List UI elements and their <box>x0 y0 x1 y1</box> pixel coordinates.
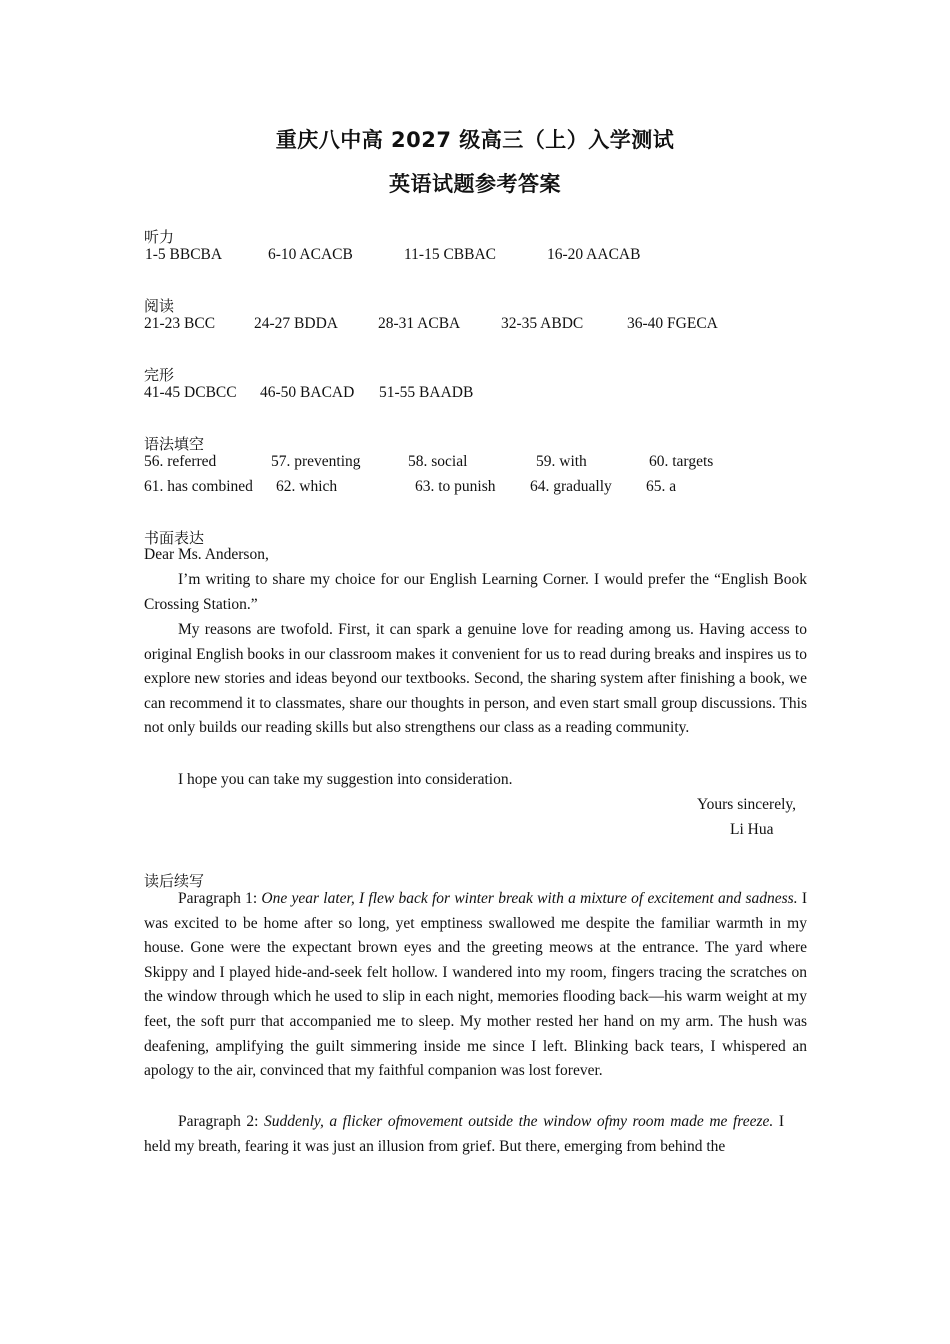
answer-group: 36-40 FGECA <box>627 315 718 332</box>
answer-group: 21-23 BCC <box>144 315 216 332</box>
paragraph-label: Paragraph 1: <box>178 890 262 907</box>
continuation-paragraph-2 <box>144 1110 784 1159</box>
paragraph-label: Paragraph 2: <box>178 1113 264 1130</box>
answer-group: 16-20 AACAB <box>547 246 641 263</box>
grammar-answer: 57. preventing <box>271 453 361 470</box>
answer-group: 11-15 CBBAC <box>404 246 497 263</box>
page-subtitle: 英语试题参考答案 <box>389 172 561 196</box>
grammar-answer: 63. to punish <box>415 478 496 495</box>
answer-group: 32-35 ABDC <box>501 315 584 332</box>
reading-answers-row <box>144 315 784 335</box>
answer-group: 51-55 BAADB <box>379 384 474 401</box>
section-label-grammar: 语法填空 <box>144 435 205 453</box>
grammar-answers-row-2 <box>144 478 744 498</box>
cloze-answers-row <box>144 384 544 404</box>
answer-group: 24-27 BDDA <box>254 315 338 332</box>
grammar-answer: 64. gradually <box>530 478 612 495</box>
page-title: 重庆八中高 2027 级高三（上）入学测试 <box>275 128 675 152</box>
answer-group: 41-45 DCBCC <box>144 384 237 401</box>
answer-group: 1-5 BBCBA <box>145 246 223 263</box>
section-label-continuation: 读后续写 <box>144 872 205 890</box>
letter-paragraph: I’m writing to share my choice for our English Learning Corner. I would prefer the “English Book Crossing Station.” <box>144 571 807 613</box>
letter-paragraph: My reasons are twofold. First, it can spark a genuine love for reading among us. Having access to original English books in our classroom makes it convenient for us to read during breaks and inspires us to explore new stories and ideas beyond our textbooks. Second, the sharing system after finishing a book, we can recommend it to classmates, share our thoughts in person, and even start small group discussions. This not only builds our reading skills but also strengthens our class as a reading community. <box>144 621 807 737</box>
continuation-paragraph-1 <box>144 887 807 1084</box>
grammar-answer: 56. referred <box>144 453 217 470</box>
letter-salutation: Dear Ms. Anderson, <box>144 546 269 563</box>
grammar-answers-row-1 <box>144 453 744 473</box>
listening-answers-row <box>144 246 744 266</box>
grammar-answer: 61. has combined <box>144 478 253 495</box>
section-label-writing: 书面表达 <box>144 529 205 547</box>
grammar-answer: 58. social <box>408 453 468 470</box>
letter-signature: Li Hua <box>730 821 774 838</box>
letter-closing: Yours sincerely, <box>697 796 797 813</box>
answer-group: 6-10 ACACB <box>268 246 353 263</box>
letter-paragraph: I hope you can take my suggestion into consideration. <box>178 771 513 788</box>
given-opening-sentence: One year later, I flew back for winter break with a mixture of excitement and sadness. <box>261 890 798 907</box>
grammar-answer: 62. which <box>276 478 338 495</box>
paragraph-body: I held my breath, fearing it was just an illusion from grief. But there, emerging from behind the <box>144 1113 785 1155</box>
answer-group: 28-31 ACBA <box>378 315 461 332</box>
section-label-listening: 听力 <box>144 228 175 246</box>
grammar-answer: 60. targets <box>649 453 714 470</box>
answer-group: 46-50 BACAD <box>260 384 355 401</box>
section-label-reading: 阅读 <box>144 297 175 315</box>
paragraph-body: I was excited to be home after so long, yet emptiness swallowed me despite the familiar warmth in my house. Gone were the expectant brown eyes and the greeting meows at the entrance. The yard where Skippy and I played hide-and-seek felt hollow. I wandered into my room, fingers tracing the scratches on the window through which he used to slip in each night, memories flooding back—his warm weight at my feet, the soft purr that accompanied me to sleep. My mother rested her hand on my arm. The hush was deafening, amplifying the guilt simmering inside me since I left. Blinking back tears, I whispered an apology to the air, convinced that my faithful companion was lost forever. <box>144 890 807 1080</box>
given-opening-sentence: Suddenly, a flicker ofmovement outside the window ofmy room made me freeze. <box>264 1113 774 1130</box>
grammar-answer: 59. with <box>536 453 587 470</box>
grammar-answer: 65. a <box>646 478 677 495</box>
section-label-cloze: 完形 <box>144 366 175 384</box>
